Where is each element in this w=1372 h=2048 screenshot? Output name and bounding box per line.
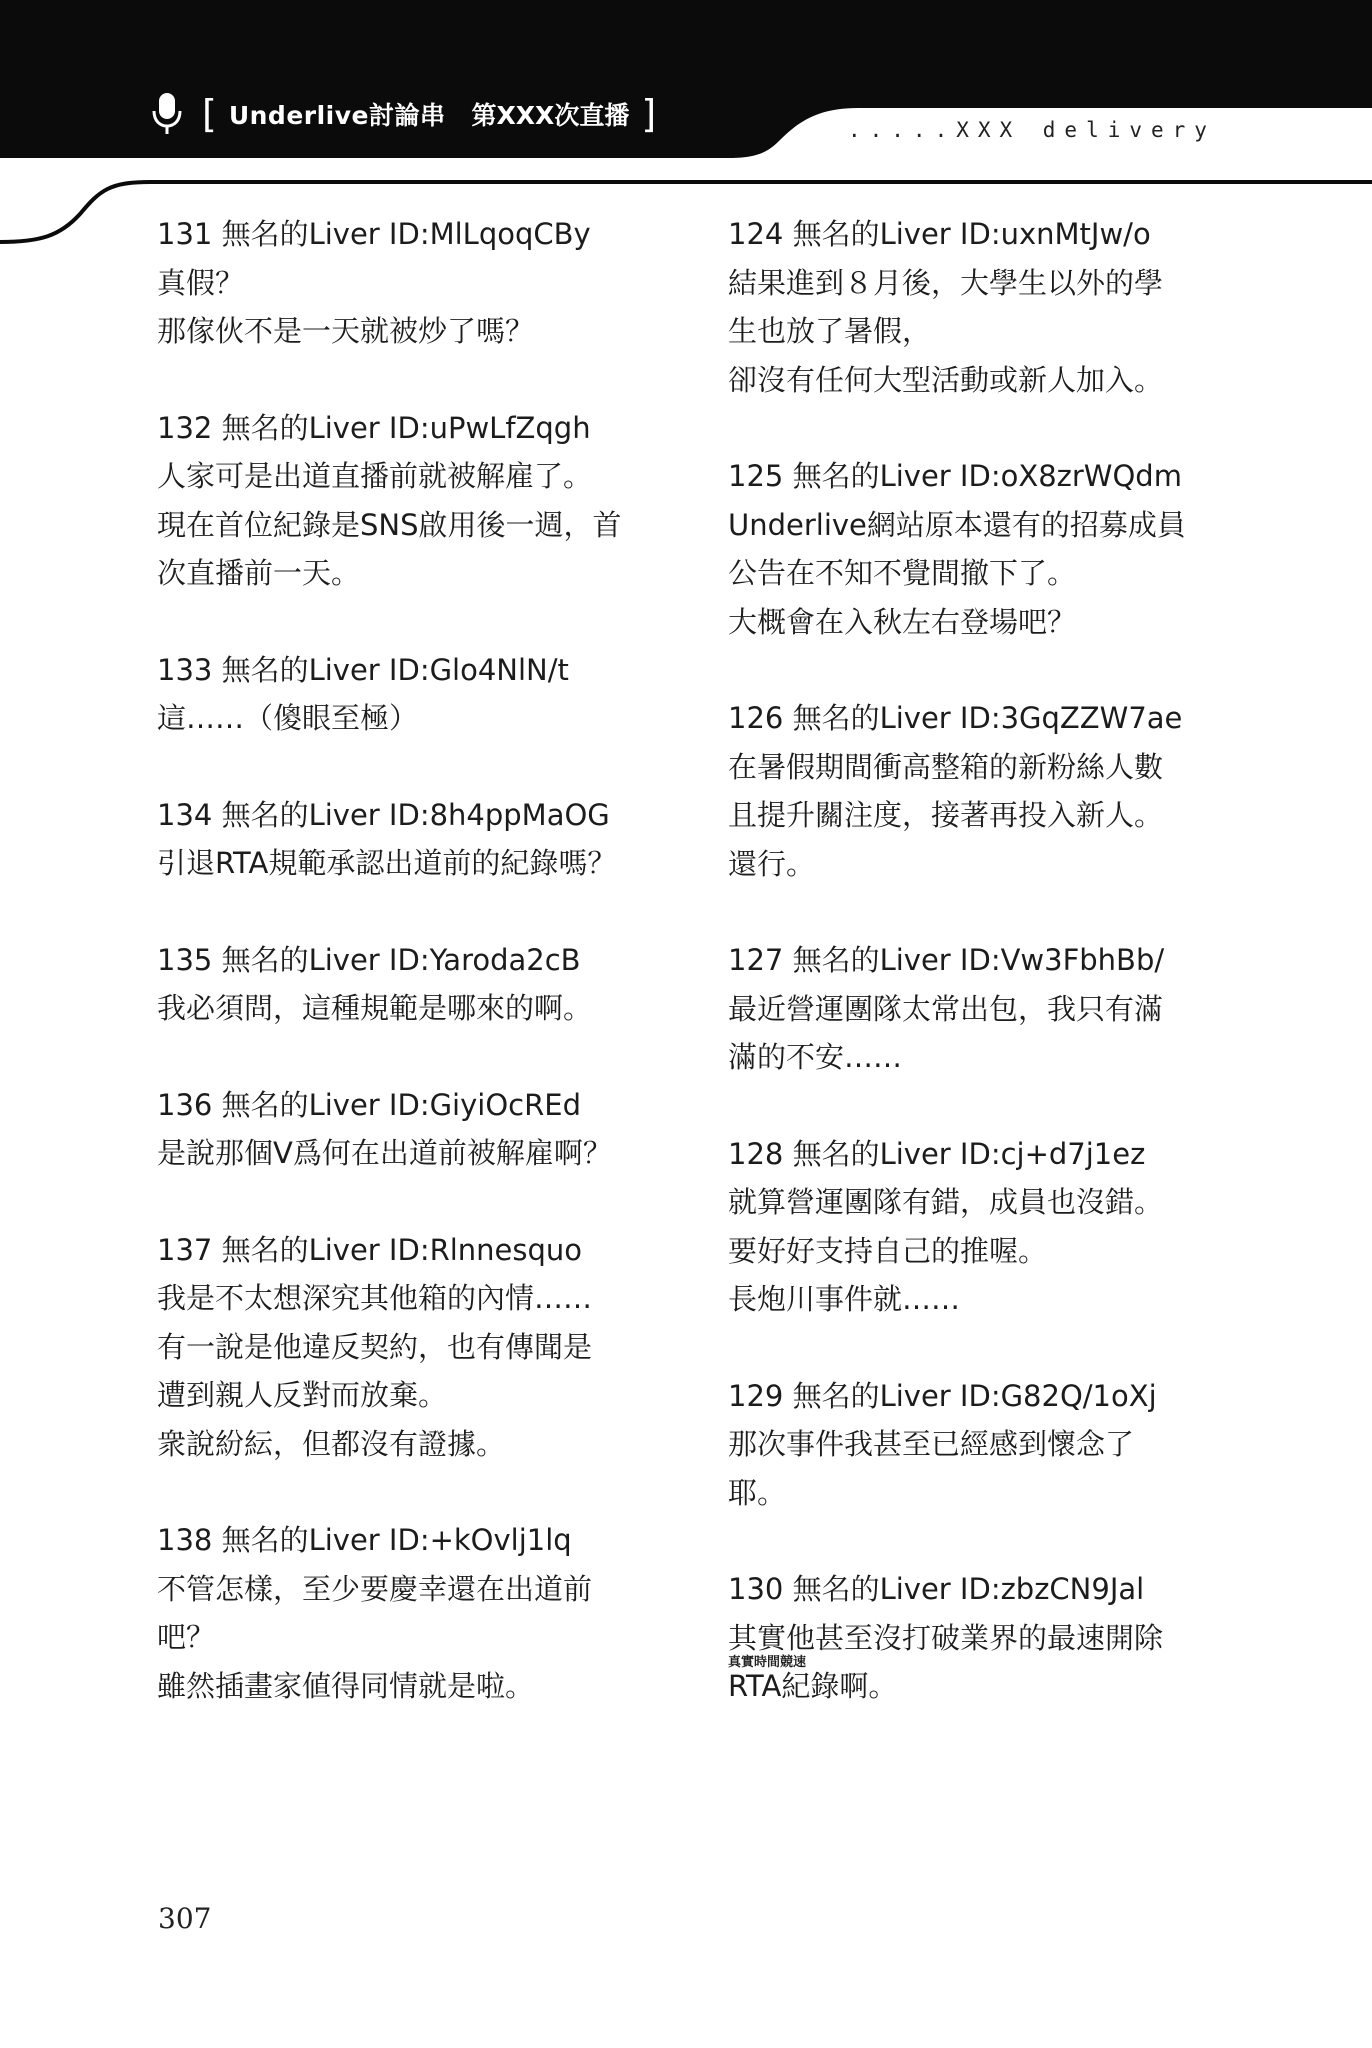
episode-title: 第XXX次直播 <box>471 101 630 130</box>
post-line: 結果進到８月後，大學生以外的學 <box>728 265 1164 300</box>
post-line: 長炮川事件就…… <box>728 1282 961 1316</box>
post-126 <box>728 694 1228 888</box>
post-133 <box>157 646 647 743</box>
left-column <box>157 210 647 1758</box>
post-header: 128 無名的Liver ID:cj+d7j1ez <box>728 1136 1146 1171</box>
post-line: 耶。 <box>728 1475 787 1510</box>
post-header: 126 無名的Liver ID:3GqZZW7ae <box>728 701 1183 735</box>
post-line-with-ruby <box>728 1655 1228 1711</box>
post-line: 人家可是出道直播前就被解雇了。 <box>157 459 593 493</box>
post-line: 就算營運團隊有錯，成員也沒錯。 <box>728 1185 1164 1219</box>
post-136 <box>157 1081 647 1178</box>
post-line: 我是不太想深究其他箱的內情…… <box>157 1281 593 1315</box>
title-bracket-close: ] <box>641 92 657 136</box>
post-line: 那傢伙不是一天就被炒了嗎？ <box>157 314 535 348</box>
post-127 <box>728 936 1228 1082</box>
post-line: 在暑假期間衝高整箱的新粉絲人數 <box>728 749 1164 784</box>
post-line: 我必須問，這種規範是哪來的啊。 <box>157 991 593 1025</box>
ruby-base-text: RTA紀錄啊。 <box>728 1669 898 1703</box>
post-line: 真假？ <box>157 265 245 300</box>
post-135 <box>157 936 647 1033</box>
post-line: 要好好支持自己的推喔。 <box>728 1233 1048 1268</box>
post-129 <box>728 1372 1228 1518</box>
post-line: 是說那個V爲何在出道前被解雇啊？ <box>157 1136 612 1170</box>
post-130 <box>728 1565 1228 1711</box>
post-header: 138 無名的Liver ID:+kOvlj1lq <box>157 1523 572 1557</box>
post-line: 還行。 <box>728 846 816 881</box>
post-line: 大概會在入秋左右登場吧？ <box>728 604 1077 639</box>
post-line: 引退RTA規範承認出道前的紀錄嗎？ <box>157 846 617 880</box>
post-line: 這……（傻眼至極） <box>157 701 419 735</box>
post-line: 衆說紛紜，但都沒有證據。 <box>157 1426 506 1461</box>
post-header: 129 無名的Liver ID:G82Q/1oXj <box>728 1378 1157 1413</box>
post-line: 其實他甚至沒打破業界的最速開除 <box>728 1620 1164 1655</box>
post-header: 131 無名的Liver ID:MlLqoqCBy <box>157 217 591 251</box>
post-line: 吧？ <box>157 1620 216 1654</box>
post-line: 那次事件我甚至已經感到懷念了 <box>728 1427 1135 1461</box>
post-line: 滿的不安…… <box>728 1040 903 1074</box>
post-line: 生也放了暑假， <box>728 314 932 348</box>
post-137 <box>157 1226 647 1469</box>
post-header: 130 無名的Liver ID:zbzCN9Jal <box>728 1572 1145 1606</box>
post-125 <box>728 452 1228 646</box>
post-header: 134 無名的Liver ID:8h4ppMaOG <box>157 797 610 832</box>
thread-title: Underlive討論串 <box>228 101 446 130</box>
post-131 <box>157 210 647 356</box>
post-line: 卻沒有任何大型活動或新人加入。 <box>728 362 1164 397</box>
post-header: 125 無名的Liver ID:oX8zrWQdm <box>728 459 1182 493</box>
post-124 <box>728 210 1228 404</box>
post-132 <box>157 404 647 598</box>
post-header: 124 無名的Liver ID:uxnMtJw/o <box>728 217 1151 251</box>
post-line: 遭到親人反對而放棄。 <box>157 1378 448 1412</box>
post-128 <box>728 1130 1228 1324</box>
post-138 <box>157 1516 647 1710</box>
microphone-icon <box>150 91 184 137</box>
page-number: 307 <box>158 1902 212 1935</box>
post-line: 最近營運團隊太常出包，我只有滿 <box>728 991 1164 1026</box>
header-tagline: .....XXX delivery <box>848 118 1216 142</box>
post-header: 137 無名的Liver ID:Rlnnesquo <box>157 1232 583 1267</box>
post-line: 次直播前一天。 <box>157 556 361 590</box>
post-header: 132 無名的Liver ID:uPwLfZqgh <box>157 410 591 445</box>
post-line: 不管怎樣，至少要慶幸還在出道前 <box>157 1571 593 1606</box>
post-line: 有一說是他違反契約，也有傳聞是 <box>157 1329 593 1364</box>
right-column <box>728 210 1228 1759</box>
ruby-annotation: 真實時間競速 <box>728 1655 807 1670</box>
post-header: 133 無名的Liver ID:Glo4NlN/t <box>157 652 569 687</box>
post-header: 136 無名的Liver ID:GiyiOcREd <box>157 1087 581 1122</box>
header-title-bar <box>150 88 662 140</box>
title-bracket-open: [ <box>202 92 217 136</box>
post-line: 雖然插畫家値得同情就是啦。 <box>157 1668 535 1703</box>
post-line: 現在首位紀錄是SNS啟用後一週，首 <box>157 507 622 542</box>
post-line: 公告在不知不覺間撤下了。 <box>728 556 1077 590</box>
post-header: 127 無名的Liver ID:Vw3FbhBb/ <box>728 943 1165 977</box>
post-line: Underlive網站原本還有的招募成員 <box>728 507 1186 542</box>
post-134 <box>157 791 647 888</box>
post-line: 且提升關注度，接著再投入新人。 <box>728 798 1164 832</box>
post-header: 135 無名的Liver ID:Yaroda2cB <box>157 942 581 977</box>
